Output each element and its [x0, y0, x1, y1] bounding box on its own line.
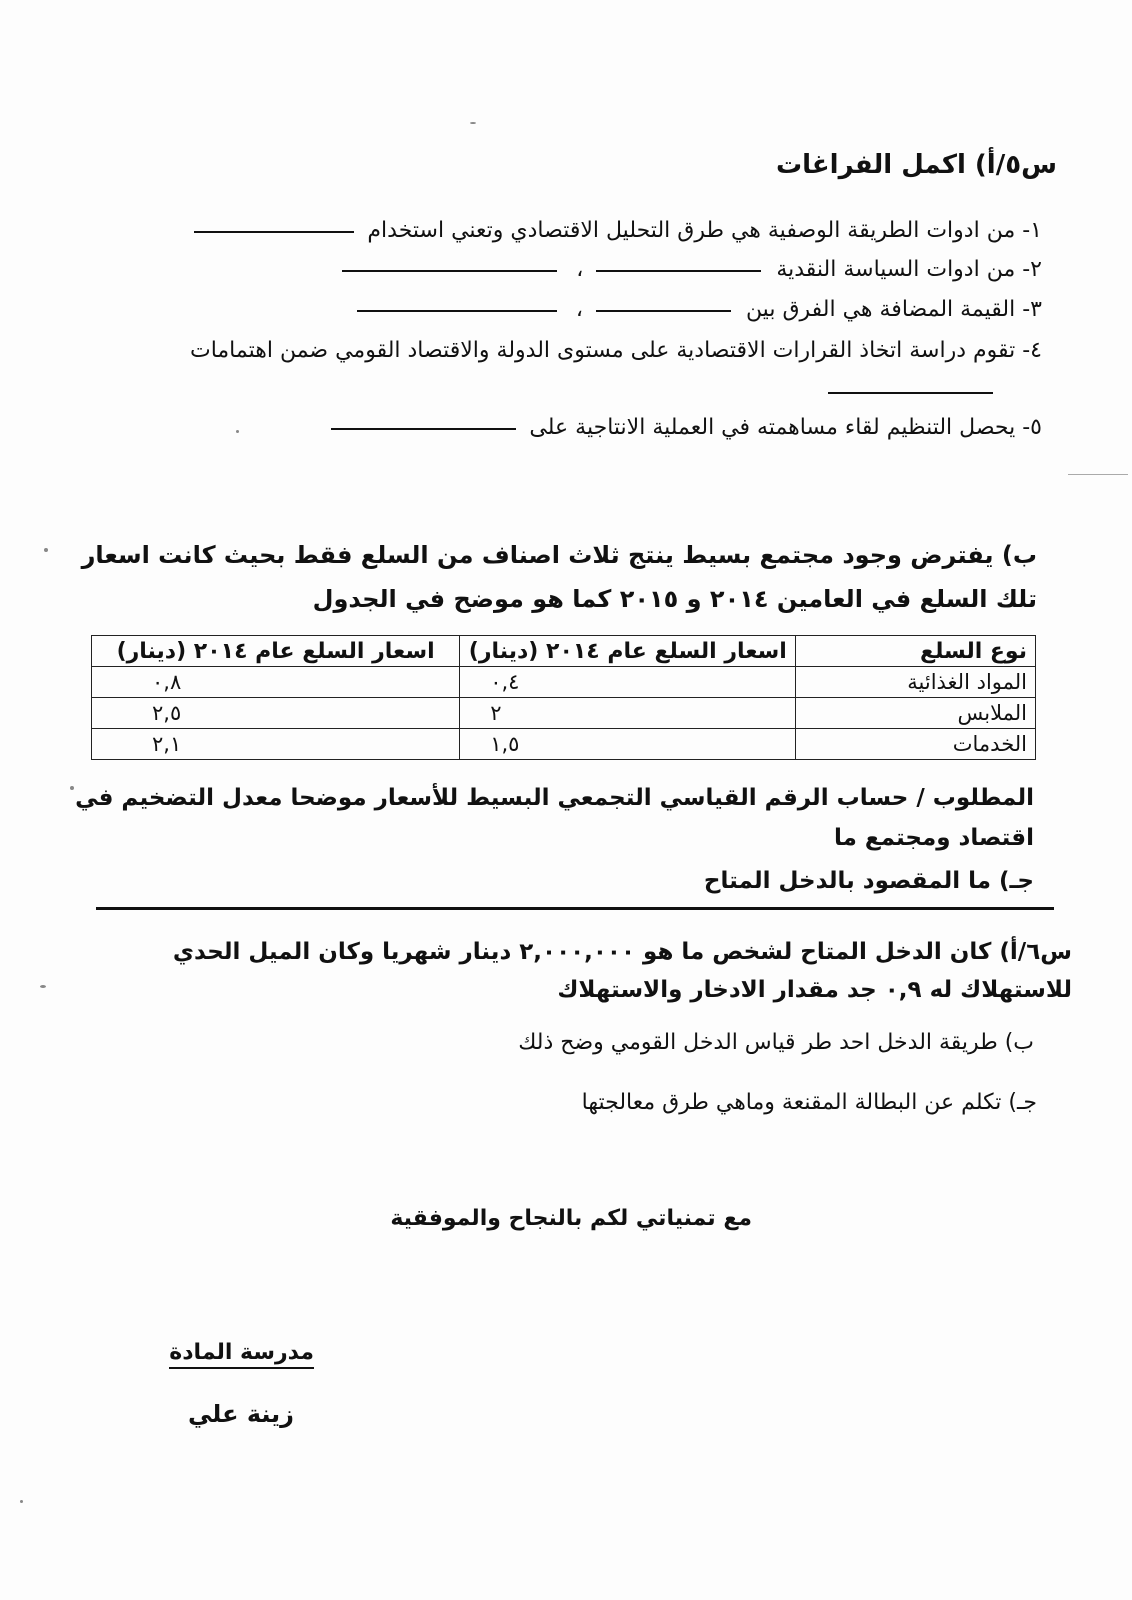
table-header-row — [92, 636, 1036, 667]
scan-speck — [20, 1500, 23, 1503]
answer-blank[interactable] — [357, 308, 557, 312]
fill-item-1-text: ١- من ادوات الطريقة الوصفية هي طرق التحليل الاقتصادي وتعني استخدام — [367, 218, 1042, 243]
answer-blank[interactable] — [342, 268, 557, 272]
answer-blank[interactable] — [331, 426, 516, 430]
fill-item-2 — [342, 257, 1042, 282]
comma-separator: ، — [576, 257, 584, 282]
header-prices-col-1: اسعار السلع عام ٢٠١٤ (دينار) — [460, 636, 796, 667]
fill-item-3-text: ٣- القيمة المضافة هي الفرق بين — [745, 297, 1042, 322]
scan-speck — [40, 985, 46, 988]
comma-separator: ، — [575, 297, 583, 322]
header-goods-type: نوع السلع — [796, 636, 1036, 667]
q6-part-b: ب) طريقة الدخل احد طر قياس الدخل القومي وضح ذلك — [518, 1030, 1034, 1055]
teacher-name: زينة علي — [187, 1400, 294, 1428]
fill-item-2-text: ٢- من ادوات السياسة النقدية — [776, 257, 1042, 282]
q5-heading: س٥/أ) اكمل الفراغات — [776, 150, 1057, 180]
answer-blank[interactable] — [194, 229, 354, 233]
q6-part-a: س٦/أ) كان الدخل المتاح لشخص ما هو ٢,٠٠٠,٠٠٠ دينار شهريا وكان الميل الحدي للاستهلاك له ٠,٩ جد مقدار الادخار والاستهلاك — [172, 939, 1072, 1003]
fill-item-5 — [331, 415, 1042, 440]
table-row — [92, 698, 1036, 729]
fill-item-4 — [190, 338, 1042, 363]
scan-speck — [470, 122, 476, 124]
answer-blank[interactable] — [828, 390, 993, 394]
fill-item-4-text: ٤- تقوم دراسة اتخاذ القرارات الاقتصادية على مستوى الدولة والاقتصاد القومي ضمن اهتمامات — [189, 338, 1042, 363]
fill-item-1 — [194, 218, 1042, 243]
header-prices-col-2: اسعار السلع عام ٢٠١٤ (دينار) — [92, 636, 460, 667]
table-row — [92, 667, 1036, 698]
goods-name: الخدمات — [796, 729, 1036, 760]
closing-wishes: مع تمنياتي لكم بالنجاح والموفقية — [390, 1206, 752, 1231]
fill-item-5-text: ٥- يحصل التنظيم لقاء مساهمته في العملية الانتاجية على — [529, 415, 1042, 440]
q6-part-c: جـ) تكلم عن البطالة المقنعة وماهي طرق معالجتها — [581, 1090, 1037, 1115]
fill-item-3 — [357, 297, 1042, 322]
q5-part-c: جـ) ما المقصود بالدخل المتاح — [703, 868, 1034, 894]
teacher-role: مدرسة المادة — [169, 1340, 314, 1369]
scan-speck — [44, 548, 48, 552]
price-cell: ٢,١ — [92, 729, 460, 760]
answer-blank[interactable] — [596, 268, 761, 272]
table-row — [92, 729, 1036, 760]
scan-mark — [1068, 474, 1128, 475]
q5-part-b: ب) يفترض وجود مجتمع بسيط ينتج ثلاث اصناف من السلع فقط بحيث كانت اسعار تلك السلع في العامين ٢٠١٤ و ٢٠١٥ كما هو موضح في الجدول — [81, 541, 1037, 613]
goods-name: المواد الغذائية — [796, 667, 1036, 698]
price-cell: ٠,٨ — [92, 667, 460, 698]
q5-required: المطلوب / حساب الرقم القياسي التجمعي البسيط للأسعار موضحا معدل التضخيم في اقتصاد ومجتمع ما — [75, 785, 1034, 851]
price-cell: ٢ — [460, 698, 796, 729]
price-cell: ٢,٥ — [92, 698, 460, 729]
goods-name: الملابس — [796, 698, 1036, 729]
prices-table — [91, 635, 1036, 760]
section-divider — [96, 907, 1054, 910]
answer-blank[interactable] — [596, 308, 731, 312]
scan-speck — [236, 430, 239, 433]
price-cell: ٠,٤ — [460, 667, 796, 698]
price-cell: ١,٥ — [460, 729, 796, 760]
